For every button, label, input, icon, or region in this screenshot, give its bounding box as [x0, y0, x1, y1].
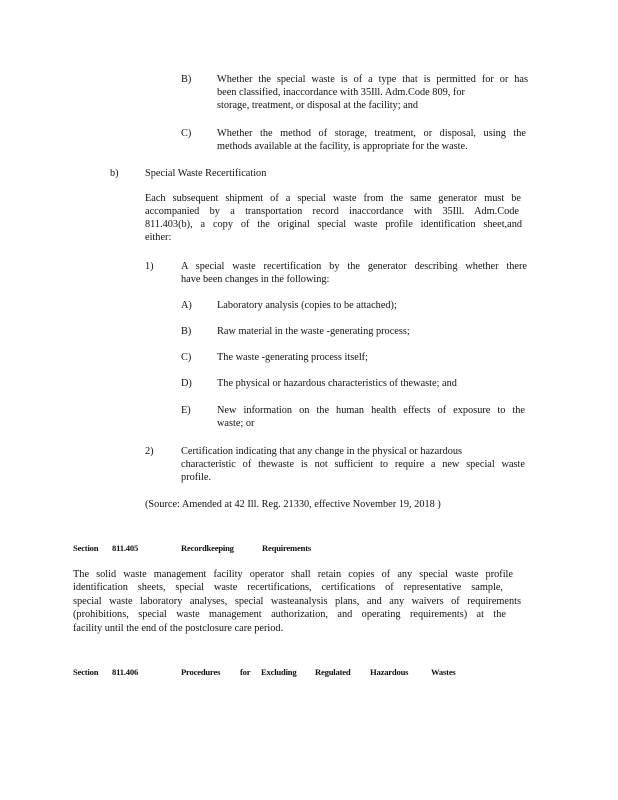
item-C-line-1: Whether the method of storage, treatment, or disposal, using the	[217, 128, 526, 139]
subitem-C-label: C)	[181, 352, 192, 363]
section-405-body-line-4: (prohibitions, special waste management authorization, and operating requirements) at the	[73, 609, 506, 620]
section-b-intro-line-1: Each subsequent shipment of a special waste from the same generator must be	[145, 193, 521, 204]
section-406-label: Section	[73, 667, 99, 677]
subitem-C-text: The waste -generating process itself;	[217, 352, 368, 363]
section-405-body-line-2: identification sheets, special waste recertifications, certifications of representative sample,	[73, 582, 503, 593]
item-2-line-3: profile.	[181, 472, 212, 483]
section-406-title-word-6: Wastes	[431, 667, 456, 677]
item-2-line-1: Certification indicating that any change in the physical or hazardous	[181, 446, 463, 457]
section-406-number: 811.406	[112, 667, 139, 677]
item-1-label: 1)	[145, 261, 154, 272]
item-B-line-3: storage, treatment, or disposal at the facility; and	[217, 100, 419, 111]
section-405-number: 811.405	[112, 543, 139, 553]
section-b-intro-line-4: either:	[145, 232, 172, 243]
item-B-label: B)	[181, 74, 192, 85]
item-C-line-2: methods available at the facility, is appropriate for the waste.	[217, 141, 468, 152]
section-b-intro-line-3: 811.403(b), a copy of the original special waste profile identification sheet,and	[145, 219, 522, 230]
item-2-line-2: characteristic of thewaste is not sufficient to require a new special waste	[181, 459, 525, 470]
item-1-line-1: A special waste recertification by the generator describing whether there	[181, 261, 527, 272]
section-405-body-line-5: facility until the end of the postclosure care period.	[73, 623, 284, 634]
section-405-title-word-1: Recordkeeping	[181, 543, 234, 553]
section-405-title-word-2: Requirements	[262, 543, 311, 553]
section-b-intro-line-2: accompanied by a transportation record inaccordance with 35Ill. Adm.Code	[145, 206, 519, 217]
section-405-body-line-3: special waste laboratory analyses, special wasteanalysis plans, and any waivers of requirements	[73, 596, 521, 607]
subitem-A-text: Laboratory analysis (copies to be attached);	[217, 300, 397, 311]
source-note: (Source: Amended at 42 Ill. Reg. 21330, effective November 19, 2018 )	[145, 499, 441, 510]
section-b-title: Special Waste Recertification	[145, 168, 267, 179]
section-405-body-line-1: The solid waste management facility operator shall retain copies of any special waste profile	[73, 569, 513, 580]
section-406-title-word-5: Hazardous	[370, 667, 409, 677]
subitem-D-label: D)	[181, 378, 192, 389]
subitem-A-label: A)	[181, 300, 192, 311]
section-b-label: b)	[110, 168, 119, 179]
subitem-E-line-1: New information on the human health effects of exposure to the	[217, 405, 525, 416]
subitem-D-text: The physical or hazardous characteristics of thewaste; and	[217, 378, 457, 389]
item-2-label: 2)	[145, 446, 154, 457]
item-B-line-1: Whether the special waste is of a type that is permitted for or has	[217, 74, 528, 85]
subitem-B-text: Raw material in the waste -generating process;	[217, 326, 410, 337]
section-406-title-word-4: Regulated	[315, 667, 351, 677]
section-405-label: Section	[73, 543, 99, 553]
subitem-B-label: B)	[181, 326, 192, 337]
item-B-line-2: been classified, inaccordance with 35Ill. Adm.Code 809, for	[217, 87, 465, 98]
section-406-title-word-2: for	[240, 667, 251, 677]
subitem-E-line-2: waste; or	[217, 418, 255, 429]
section-406-title-word-3: Excluding	[261, 667, 297, 677]
section-406-title-word-1: Procedures	[181, 667, 221, 677]
subitem-E-label: E)	[181, 405, 191, 416]
item-1-line-2: have been changes in the following:	[181, 274, 330, 285]
item-C-label: C)	[181, 128, 192, 139]
